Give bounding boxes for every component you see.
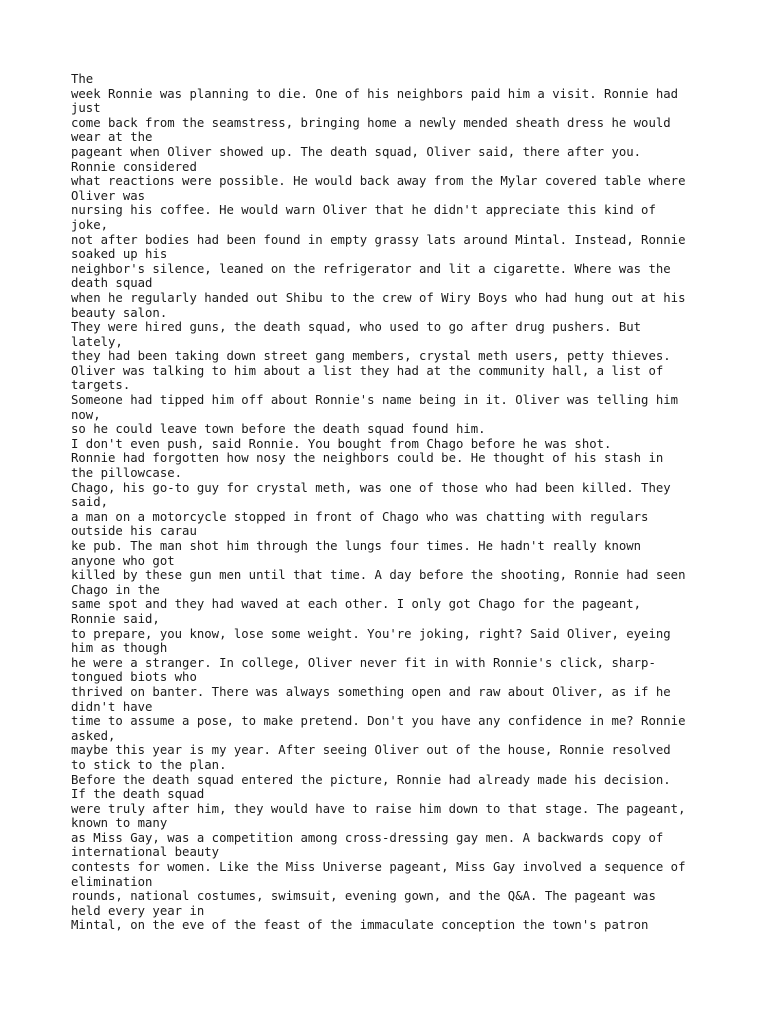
text-line: Ronnie said, [71,611,160,626]
text-line: Before the death squad entered the picture, Ronnie had already made his decision. [71,772,671,787]
text-line: so he could leave town before the death squad found him. [71,422,486,437]
text-line: Ronnie had forgotten how nosy the neighbors could be. He thought of his stash in [71,451,664,466]
text-line: contests for women. Like the Miss Universe pageant, Miss Gay involved a sequence of [71,860,686,875]
text-line: beauty salon. [71,305,168,320]
body-text [71,72,761,933]
text-line: Oliver was [71,188,146,203]
text-line: when he regularly handed out Shibu to the crew of Wiry Boys who had hung out at his [71,290,686,305]
text-line: Chago, his go-to guy for crystal meth, was one of those who had been killed. They [71,480,671,495]
text-line: said, [71,495,109,510]
text-line: a man on a motorcycle stopped in front of Chago who was chatting with regulars [71,509,649,524]
text-line: joke, [71,217,109,232]
text-line: he were a stranger. In college, Oliver never fit in with Ronnie's click, sharp- [71,655,656,670]
text-line: what reactions were possible. He would back away from the Mylar covered table where [71,174,686,189]
text-line: maybe this year is my year. After seeing Oliver out of the house, Ronnie resolved [71,743,671,758]
text-line: death squad [71,276,153,291]
text-line: killed by these gun men until that time. A day before the shooting, Ronnie had seen [71,568,686,583]
text-line: not after bodies had been found in empty grassy lats around Mintal. Instead, Ronnie [71,232,686,247]
text-line: didn't have [71,699,153,714]
text-line: known to many [71,816,168,831]
text-line: nursing his coffee. He would warn Oliver that he didn't appreciate this kind of [71,203,656,218]
text-line: pageant when Oliver showed up. The death squad, Oliver said, there after you. [71,144,642,159]
text-line: as Miss Gay, was a competition among cross-dressing gay men. A backwards copy of [71,830,664,845]
text-line: they had been taking down street gang members, crystal meth users, petty thieves. [71,349,671,364]
text-line: to prepare, you know, lose some weight. You're joking, right? Said Oliver, eyeing [71,626,671,641]
text-line: If the death squad [71,787,205,802]
text-line: neighbor's silence, leaned on the refrigerator and lit a cigarette. Where was the [71,261,671,276]
text-line: to stick to the plan. [71,757,227,772]
text-line: time to assume a pose, to make pretend. Don't you have any confidence in me? Ronnie [71,714,686,729]
text-line: Someone had tipped him off about Ronnie's name being in it. Oliver was telling him [71,393,679,408]
text-line: Chago in the [71,582,160,597]
text-line: Oliver was talking to him about a list they had at the community hall, a list of [71,363,664,378]
text-line: come back from the seamstress, bringing home a newly mended sheath dress he would [71,115,671,130]
text-line: now, [71,407,101,422]
text-line: international beauty [71,845,220,860]
text-line: same spot and they had waved at each other. I only got Chago for the pageant, [71,597,642,612]
text-line: The [71,72,94,86]
text-line: anyone who got [71,553,175,568]
text-line: They were hired guns, the death squad, who used to go after drug pushers. But [71,320,642,335]
text-line: Ronnie considered [71,159,197,174]
text-line: just [71,101,101,116]
text-line: ke pub. The man shot him through the lungs four times. He hadn't really known [71,539,642,553]
text-line: rounds, national costumes, swimsuit, evening gown, and the Q&A. The pageant was [71,889,656,904]
text-line: elimination [71,874,153,889]
text-line: lately, [71,334,123,349]
text-line: tongued biots who [71,670,197,685]
text-line: wear at the [71,130,153,145]
text-line: soaked up his [71,247,168,262]
text-line: I don't even push, said Ronnie. You bought from Chago before he was shot. [71,436,612,451]
text-line: targets. [71,378,131,393]
text-line: held every year in [71,903,205,918]
text-line: thrived on banter. There was always something open and raw about Oliver, as if he [71,684,671,699]
text-line: outside his carau [71,524,197,539]
text-line: week Ronnie was planning to die. One of his neighbors paid him a visit. Ronnie had [71,86,679,101]
text-line: the pillowcase. [71,466,183,481]
text-line: were truly after him, they would have to raise him down to that stage. The pageant, [71,801,686,816]
text-line: Mintal, on the eve of the feast of the immaculate conception the town's patron [71,918,649,933]
text-line: asked, [71,728,116,743]
text-line: him as though [71,641,168,656]
